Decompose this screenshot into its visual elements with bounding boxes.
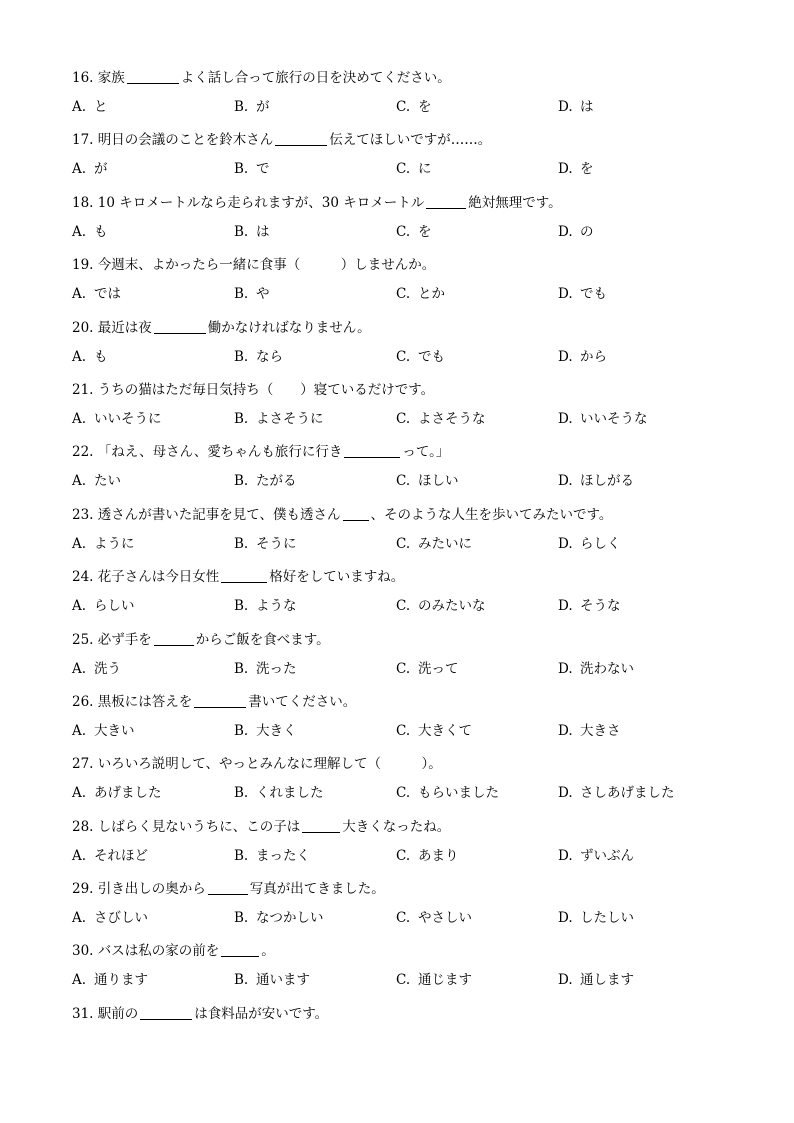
question-stem (72, 688, 752, 716)
option-text: を (418, 99, 432, 115)
option-label: D. (558, 535, 573, 552)
options-row (72, 404, 752, 434)
options-row (72, 92, 752, 122)
question-stem-text: 大きくなったね。 (342, 818, 451, 835)
option-choice (234, 154, 396, 184)
option-label: A. (72, 910, 87, 927)
option-choice (396, 92, 558, 122)
question-stem (72, 813, 752, 841)
question-item (72, 1000, 752, 1062)
options-row (72, 217, 752, 247)
option-label: D. (558, 99, 573, 115)
option-choice (396, 716, 558, 746)
question-stem-text: 21. うちの猫はただ毎日気持ち（ ）寝ているだけです。 (72, 381, 435, 398)
option-label: B. (234, 348, 249, 365)
option-label: A. (72, 473, 87, 490)
option-label: D. (558, 722, 573, 739)
option-choice (396, 154, 558, 184)
option-choice (72, 154, 234, 184)
option-label: C. (396, 598, 411, 615)
option-label: A. (72, 660, 87, 677)
option-text: らしい (94, 598, 135, 615)
option-choice (396, 903, 558, 933)
option-label: D. (558, 348, 573, 365)
question-stem-text: 27. いろいろ説明して、やっとみんなに理解して（ ）。 (72, 756, 442, 773)
option-text: 洗った (256, 660, 297, 677)
option-label: A. (72, 785, 87, 802)
option-choice (234, 529, 396, 559)
question-stem-text: は食料品が安いです。 (194, 1005, 329, 1022)
option-label: D. (558, 223, 573, 240)
question-stem-text: 伝えてほしいですが……。 (329, 132, 492, 149)
option-text: 洗わない (580, 660, 634, 677)
option-choice (234, 903, 396, 933)
options-row (72, 965, 752, 995)
answer-blank (208, 880, 248, 895)
options-row (72, 529, 752, 559)
question-stem (72, 251, 752, 279)
option-label: B. (234, 972, 249, 989)
option-choice (72, 466, 234, 496)
option-text: らしく (580, 535, 621, 552)
option-text: を (418, 223, 432, 240)
option-text: も (94, 223, 108, 240)
option-text: よさそうな (418, 410, 486, 427)
option-label: A. (72, 722, 87, 739)
option-choice (234, 965, 396, 995)
option-label: D. (558, 286, 573, 303)
question-stem (72, 937, 752, 965)
question-stem (72, 501, 752, 529)
question-stem-text: 29. 引き出しの奥から (72, 881, 206, 898)
option-text: もらいました (418, 785, 499, 802)
option-choice (396, 279, 558, 309)
question-stem-text: 格好をしていますね。 (269, 569, 405, 586)
option-choice (72, 965, 234, 995)
option-text: やさしい (418, 910, 472, 927)
option-choice (72, 92, 234, 122)
question-stem-text: 16. 家族 (72, 70, 125, 86)
option-choice (558, 965, 720, 995)
option-choice (558, 591, 720, 621)
option-text: あまり (418, 847, 459, 864)
option-label: D. (558, 847, 573, 864)
answer-blank (194, 693, 246, 708)
question-item (72, 314, 752, 376)
option-choice (234, 654, 396, 684)
option-choice (234, 716, 396, 746)
option-choice (396, 466, 558, 496)
option-text: いいそうに (94, 410, 162, 427)
option-text: いいそうな (580, 410, 648, 427)
option-choice (234, 92, 396, 122)
option-choice (396, 342, 558, 372)
option-text: さしあげました (580, 785, 675, 802)
option-text: それほど (94, 847, 148, 864)
question-stem-text: 。 (261, 943, 275, 960)
option-label: C. (396, 722, 411, 739)
option-choice (72, 279, 234, 309)
question-item (72, 126, 752, 188)
question-stem-text: 働かなければなりません。 (207, 319, 371, 336)
option-choice (558, 903, 720, 933)
option-text: で (256, 161, 270, 178)
option-text: あげました (94, 785, 162, 802)
question-stem-text: 18. 10 キロメートルなら走られますが、30 キロメートル (72, 194, 425, 211)
option-text: みたいに (418, 535, 472, 552)
option-label: A. (72, 847, 87, 864)
question-stem (72, 438, 752, 466)
option-choice (72, 778, 234, 808)
option-text: なら (256, 348, 283, 365)
options-row (72, 466, 752, 496)
option-choice (558, 466, 720, 496)
question-stem (72, 563, 752, 591)
option-text: を (580, 161, 594, 178)
question-stem (72, 376, 752, 404)
option-label: C. (396, 223, 411, 240)
option-label: A. (72, 348, 87, 365)
option-choice (234, 279, 396, 309)
option-text: なつかしい (256, 910, 324, 927)
option-label: C. (396, 910, 411, 927)
answer-blank (140, 1005, 192, 1020)
question-stem (72, 126, 752, 154)
option-label: C. (396, 847, 411, 864)
option-label: B. (234, 722, 249, 739)
options-row (72, 716, 752, 746)
question-stem (72, 875, 752, 903)
option-choice (234, 342, 396, 372)
option-text: さびしい (94, 910, 148, 927)
option-label: B. (234, 99, 249, 115)
option-label: B. (234, 785, 249, 802)
option-choice (396, 404, 558, 434)
option-choice (558, 279, 720, 309)
option-text: そうに (256, 535, 297, 552)
question-item (72, 64, 752, 126)
option-choice (396, 965, 558, 995)
options-row (72, 591, 752, 621)
option-label: C. (396, 286, 411, 303)
option-text: ほしがる (580, 473, 634, 490)
option-choice (234, 404, 396, 434)
question-stem-text: 28. しばらく見ないうちに、この子は (72, 818, 301, 835)
question-item (72, 750, 752, 812)
option-choice (72, 342, 234, 372)
option-label: B. (234, 535, 249, 552)
answer-blank (127, 69, 179, 84)
option-choice (234, 217, 396, 247)
question-stem-text: 19. 今週末、よかったら一緒に食事（ ）しませんか。 (72, 257, 436, 274)
option-text: に (418, 161, 432, 178)
option-label: C. (396, 535, 411, 552)
option-choice (396, 217, 558, 247)
answer-blank (344, 443, 400, 458)
option-text: は (580, 99, 594, 115)
option-text: よさそうに (256, 410, 324, 427)
option-text: 通います (256, 972, 310, 989)
option-choice (558, 654, 720, 684)
option-text: したしい (580, 910, 634, 927)
option-text: 洗って (418, 660, 459, 677)
question-item (72, 189, 752, 251)
option-choice (72, 903, 234, 933)
option-choice (558, 778, 720, 808)
question-item (72, 501, 752, 563)
question-list (72, 64, 752, 1062)
option-text: 通ります (94, 972, 148, 989)
option-label: A. (72, 410, 87, 427)
option-choice (234, 778, 396, 808)
question-stem-text: 20. 最近は夜 (72, 319, 152, 336)
option-label: D. (558, 598, 573, 615)
option-choice (72, 591, 234, 621)
option-choice (396, 529, 558, 559)
option-text: 大きくて (418, 722, 472, 739)
answer-blank (275, 131, 327, 146)
option-label: A. (72, 99, 87, 115)
option-label: B. (234, 847, 249, 864)
option-text: も (94, 348, 108, 365)
option-choice (234, 841, 396, 871)
option-text: では (94, 286, 121, 303)
question-stem-text: 書いてください。 (248, 693, 357, 710)
option-choice (396, 841, 558, 871)
option-text: まったく (256, 847, 310, 864)
option-choice (72, 217, 234, 247)
question-item (72, 626, 752, 688)
question-item (72, 563, 752, 625)
option-choice (234, 591, 396, 621)
option-text: たがる (256, 473, 297, 490)
question-item (72, 688, 752, 750)
option-label: B. (234, 286, 249, 303)
option-label: C. (396, 161, 411, 178)
option-label: A. (72, 286, 87, 303)
options-row (72, 778, 752, 808)
answer-blank (343, 506, 369, 521)
option-label: D. (558, 410, 573, 427)
option-text: 大きく (256, 722, 297, 739)
option-label: C. (396, 473, 411, 490)
question-stem-text: 、そのような人生を歩いてみたいです。 (370, 506, 613, 523)
option-choice (558, 217, 720, 247)
option-text: くれました (256, 785, 324, 802)
question-stem-text: 22. 「ねえ、母さん、愛ちゃんも旅行に行き (72, 444, 343, 461)
option-text: 洗う (94, 660, 121, 677)
option-choice (558, 716, 720, 746)
option-label: A. (72, 223, 87, 240)
question-item (72, 813, 752, 875)
option-label: A. (72, 598, 87, 615)
option-label: C. (396, 660, 411, 677)
option-choice (72, 841, 234, 871)
option-text: とか (418, 286, 445, 303)
question-item (72, 438, 752, 500)
answer-blank (221, 568, 267, 583)
option-text: 通します (580, 972, 634, 989)
answer-blank (154, 631, 194, 646)
option-label: B. (234, 473, 249, 490)
question-item (72, 251, 752, 313)
option-choice (234, 466, 396, 496)
question-stem-text: 25. 必ず手を (72, 631, 152, 648)
option-label: B. (234, 223, 249, 240)
question-stem (72, 189, 752, 217)
options-row (72, 903, 752, 933)
question-stem-text: 24. 花子さんは今日女性 (72, 569, 220, 586)
option-choice (396, 591, 558, 621)
question-stem-text: 写真が出てきました。 (249, 881, 385, 898)
option-text: 通じます (418, 972, 472, 989)
question-stem (72, 626, 752, 654)
option-text: ずいぶん (580, 847, 634, 864)
question-stem-text: 絶対無理です。 (468, 194, 562, 211)
question-stem-text: 30. バスは私の家の前を (72, 943, 220, 960)
option-text: 大きさ (580, 722, 621, 739)
option-text: と (94, 99, 108, 115)
option-choice (558, 841, 720, 871)
option-text: の (580, 223, 594, 240)
option-label: D. (558, 660, 573, 677)
option-text: でも (418, 348, 445, 365)
option-label: B. (234, 910, 249, 927)
option-choice (558, 154, 720, 184)
option-text: から (580, 348, 607, 365)
option-text: ほしい (418, 473, 459, 490)
option-label: B. (234, 660, 249, 677)
option-text: たい (94, 473, 121, 490)
option-text: が (256, 99, 270, 115)
question-item (72, 937, 752, 999)
question-stem (72, 1000, 752, 1028)
answer-blank (154, 319, 206, 334)
option-choice (396, 654, 558, 684)
option-label: D. (558, 785, 573, 802)
option-label: B. (234, 598, 249, 615)
option-choice (558, 92, 720, 122)
option-text: や (256, 286, 270, 303)
question-stem-text: 17. 明日の会議のことを鈴木さん (72, 132, 274, 149)
option-text: のみたいな (418, 598, 486, 615)
options-row (72, 654, 752, 684)
question-item (72, 376, 752, 438)
option-text: でも (580, 286, 607, 303)
option-choice (558, 342, 720, 372)
question-item (72, 875, 752, 937)
answer-blank (302, 818, 340, 833)
option-label: D. (558, 473, 573, 490)
options-row (72, 154, 752, 184)
option-label: D. (558, 972, 573, 989)
question-stem-text: よく話し合って旅行の日を決めてください。 (180, 70, 451, 86)
option-choice (72, 529, 234, 559)
answer-blank (221, 942, 259, 957)
option-label: B. (234, 161, 249, 178)
option-choice (72, 716, 234, 746)
option-choice (72, 654, 234, 684)
option-label: A. (72, 535, 87, 552)
question-stem-text: 26. 黒板には答えを (72, 693, 193, 710)
question-stem (72, 64, 752, 92)
option-text: ように (94, 535, 135, 552)
option-text: が (94, 161, 108, 178)
question-stem-text: からご飯を食べます。 (195, 631, 330, 648)
option-text: は (256, 223, 270, 240)
option-label: C. (396, 785, 411, 802)
option-label: D. (558, 161, 573, 178)
question-stem-text: 23. 透さんが書いた記事を見て、僕も透さん (72, 506, 341, 523)
option-label: C. (396, 99, 411, 115)
option-label: C. (396, 410, 411, 427)
options-row (72, 279, 752, 309)
option-label: A. (72, 161, 87, 178)
option-choice (72, 404, 234, 434)
option-choice (558, 529, 720, 559)
question-stem-text: って。」 (402, 444, 450, 461)
options-row (72, 342, 752, 372)
option-label: B. (234, 410, 249, 427)
question-stem (72, 314, 752, 342)
option-text: そうな (580, 598, 621, 615)
option-label: C. (396, 972, 411, 989)
option-text: 大きい (94, 722, 135, 739)
question-stem-text: 31. 駅前の (72, 1005, 139, 1022)
option-choice (558, 404, 720, 434)
options-row (72, 841, 752, 871)
option-choice (396, 778, 558, 808)
question-stem (72, 750, 752, 778)
answer-blank (426, 194, 466, 209)
option-text: ような (256, 598, 297, 615)
option-label: A. (72, 972, 87, 989)
option-label: D. (558, 910, 573, 927)
option-label: C. (396, 348, 411, 365)
